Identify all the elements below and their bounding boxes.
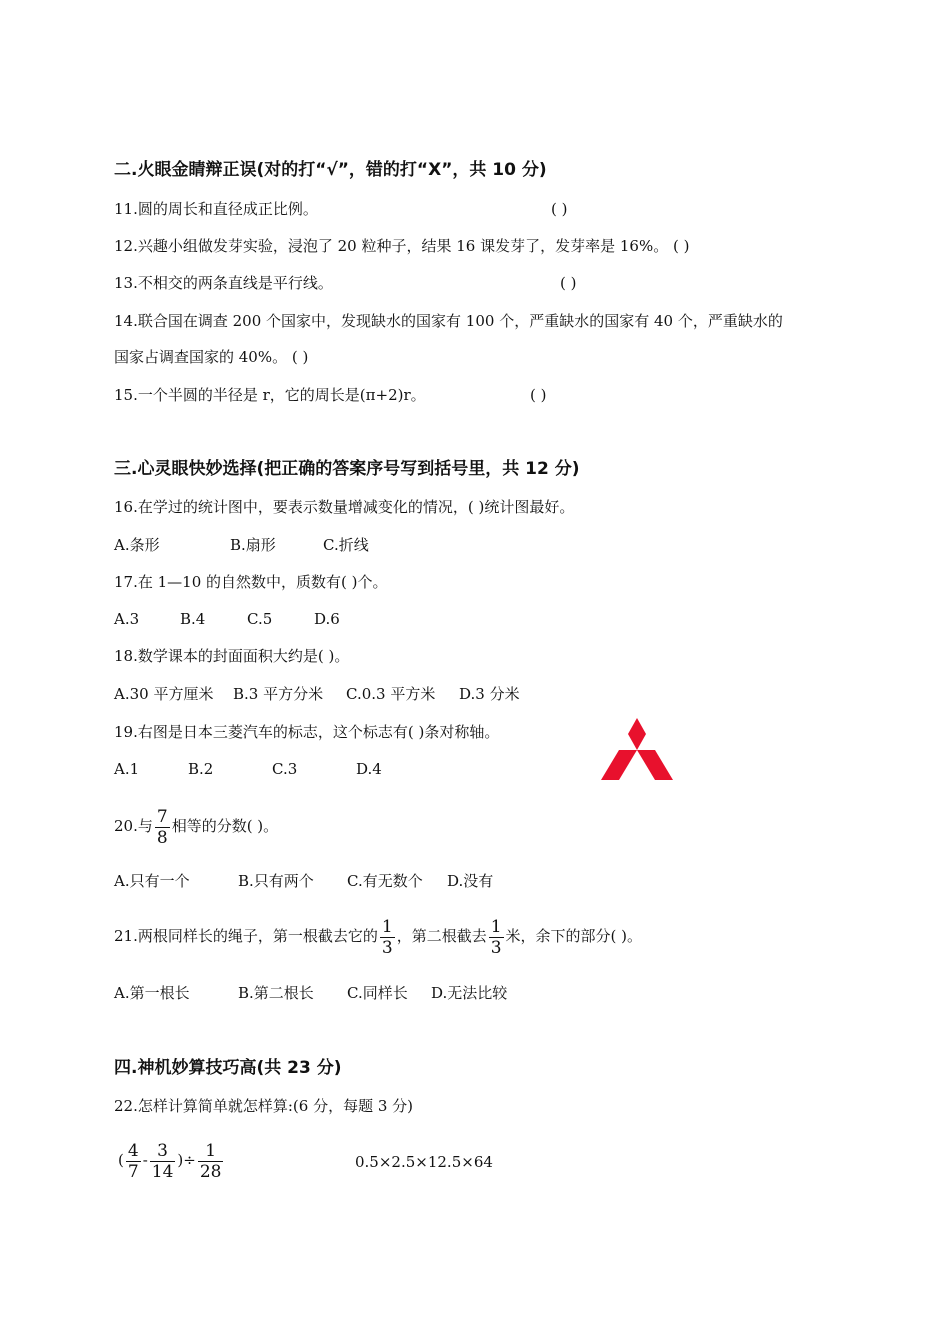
option-20-a: A.只有一个 xyxy=(114,872,190,890)
option-19-d: D.4 xyxy=(356,760,382,778)
option-21-b: B.第二根长 xyxy=(238,984,314,1002)
fraction-1-3-b xyxy=(489,917,504,958)
fraction-denominator: 14 xyxy=(151,1161,174,1182)
question-15: 15.一个半圆的半径是 r，它的周长是(π+2)r。 xyxy=(114,386,426,404)
fraction-1-28 xyxy=(198,1141,224,1182)
fraction-numerator: 1 xyxy=(381,916,393,937)
option-17-b: B.4 xyxy=(180,610,206,628)
option-16-a: A.条形 xyxy=(114,536,160,554)
fraction-7-8 xyxy=(155,807,170,848)
option-16-c: C.折线 xyxy=(323,536,369,554)
fraction-3-14 xyxy=(150,1141,176,1182)
question-14-line1: 14.联合国在调查 200 个国家中，发现缺水的国家有 100 个，严重缺水的国家有 40 个，严重缺水的 xyxy=(114,312,783,330)
close-paren-divide: )÷ xyxy=(177,1151,196,1169)
question-11: 11.圆的周长和直径成正比例。 xyxy=(114,200,318,218)
question-21-prefix: 21.两根同样长的绳子，第一根截去它的 xyxy=(114,927,378,945)
fraction-denominator: 3 xyxy=(490,937,502,958)
question-17: 17.在 1—10 的自然数中，质数有( )个。 xyxy=(114,573,388,591)
fraction-numerator: 4 xyxy=(127,1140,139,1161)
question-13: 13.不相交的两条直线是平行线。 xyxy=(114,274,333,292)
option-18-b: B.3 平方分米 xyxy=(233,685,324,703)
option-18-d: D.3 分米 xyxy=(459,685,520,703)
mitsubishi-logo-icon xyxy=(600,718,674,782)
fraction-numerator: 3 xyxy=(157,1140,168,1161)
section4-title: 四.神机妙算技巧高(共 23 分) xyxy=(114,1058,342,1078)
option-19-c: C.3 xyxy=(272,760,298,778)
question-12: 12.兴趣小组做发芽实验，浸泡了 20 粒种子，结果 16 课发芽了，发芽率是 16%。 ( ) xyxy=(114,237,690,255)
option-18-c: C.0.3 平方米 xyxy=(346,685,436,703)
expression-2: 0.5×2.5×12.5×64 xyxy=(355,1153,493,1171)
question-21 xyxy=(114,916,642,958)
options-20 xyxy=(114,871,493,891)
section2-title: 二.火眼金睛辩正误(对的打“√”，错的打“X”，共 10 分) xyxy=(114,160,547,180)
option-19-b: B.2 xyxy=(188,760,214,778)
question-21-suffix: 米，余下的部分( )。 xyxy=(505,927,643,945)
question-21-middle: ，第二根截去 xyxy=(396,927,487,945)
fraction-denominator: 28 xyxy=(199,1161,222,1182)
option-16-b: B.扇形 xyxy=(230,536,276,554)
fraction-numerator: 1 xyxy=(490,916,502,937)
option-20-b: B.只有两个 xyxy=(238,872,314,890)
question-20-suffix: 相等的分数( )。 xyxy=(171,817,279,835)
fraction-denominator: 7 xyxy=(127,1161,139,1182)
question-22: 22.怎样计算简单就怎样算:(6 分，每题 3 分) xyxy=(114,1097,414,1115)
answer-paren-13: ( ) xyxy=(560,274,577,292)
question-19: 19.右图是日本三菱汽车的标志，这个标志有( )条对称轴。 xyxy=(114,723,500,741)
option-21-a: A.第一根长 xyxy=(114,984,190,1002)
section3-title: 三.心灵眼快妙选择(把正确的答案序号写到括号里，共 12 分) xyxy=(114,459,580,479)
option-17-d: D.6 xyxy=(314,610,340,628)
minus-sign: - xyxy=(142,1151,148,1169)
options-18 xyxy=(114,684,520,704)
fraction-denominator: 3 xyxy=(381,937,393,958)
options-17 xyxy=(114,609,340,629)
option-17-a: A.3 xyxy=(114,610,140,628)
expression-1 xyxy=(118,1138,225,1182)
fraction-denominator: 8 xyxy=(156,827,168,848)
option-18-a: A.30 平方厘米 xyxy=(114,685,214,703)
option-17-c: C.5 xyxy=(247,610,273,628)
fraction-1-3-a xyxy=(380,917,395,958)
fraction-numerator: 7 xyxy=(156,806,168,827)
open-paren: ( xyxy=(118,1151,124,1169)
fraction-numerator: 1 xyxy=(205,1140,217,1161)
question-20-prefix: 20.与 xyxy=(114,817,153,835)
question-14-line2: 国家占调查国家的 40%。 ( ) xyxy=(114,348,309,366)
options-19 xyxy=(114,759,382,779)
answer-paren-15: ( ) xyxy=(530,386,547,404)
question-20 xyxy=(114,806,278,848)
option-20-c: C.有无数个 xyxy=(347,872,423,890)
question-18: 18.数学课本的封面面积大约是( )。 xyxy=(114,647,350,665)
fraction-4-7 xyxy=(126,1141,141,1182)
answer-paren-11: ( ) xyxy=(551,200,568,218)
options-16 xyxy=(114,535,369,555)
option-21-d: D.无法比较 xyxy=(431,984,508,1002)
option-19-a: A.1 xyxy=(114,760,140,778)
option-21-c: C.同样长 xyxy=(347,984,408,1002)
options-21 xyxy=(114,983,507,1003)
option-20-d: D.没有 xyxy=(447,872,494,890)
question-16: 16.在学过的统计图中，要表示数量增减变化的情况，( )统计图最好。 xyxy=(114,498,575,516)
